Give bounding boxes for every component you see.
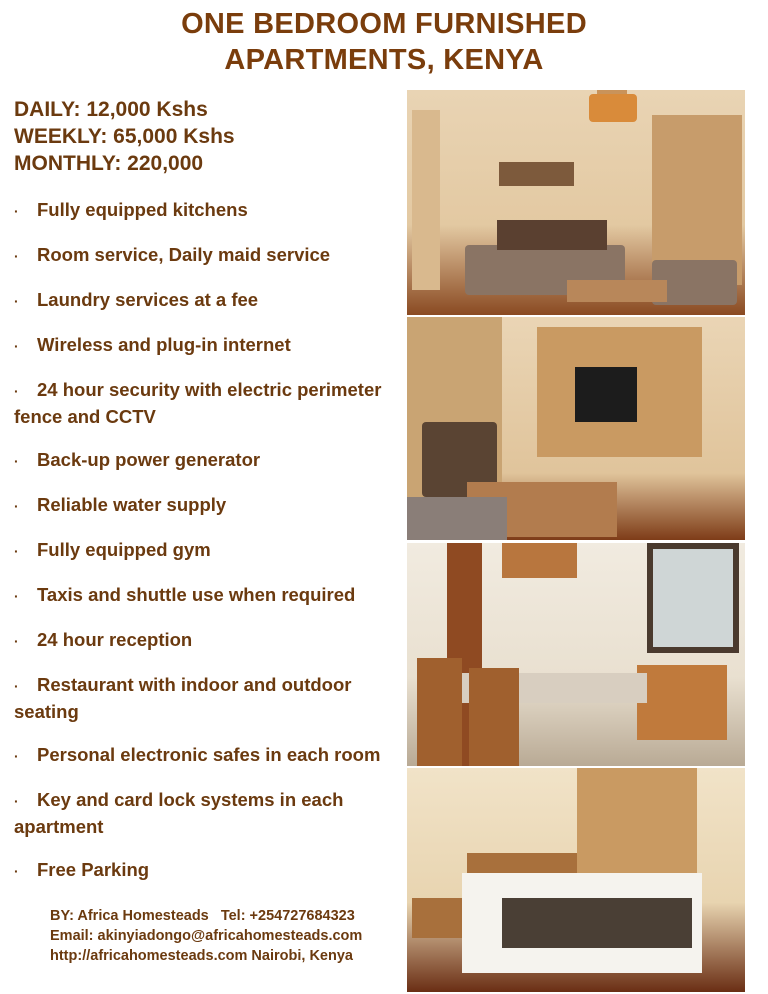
living-room-photo: [407, 90, 745, 315]
daily-price: DAILY: 12,000 Kshs: [14, 98, 208, 121]
feature-item: [14, 857, 406, 884]
bullet-icon: ·: [14, 383, 19, 399]
feature-text: Fully equipped gym: [37, 539, 211, 560]
title-line-1: ONE BEDROOM FURNISHED: [181, 8, 587, 40]
feature-item: [14, 377, 406, 429]
weekly-price: WEEKLY: 65,000 Kshs: [14, 125, 235, 148]
bullet-icon: ·: [14, 453, 19, 469]
bedroom-photo: [407, 768, 745, 992]
feature-text: Wireless and plug-in internet: [37, 334, 291, 355]
feature-text: Reliable water supply: [37, 494, 227, 515]
feature-text: Fully equipped kitchens: [37, 199, 248, 220]
feature-item: [14, 492, 406, 519]
feature-text: Free Parking: [37, 859, 150, 880]
bullet-icon: ·: [14, 678, 19, 694]
contact-email[interactable]: Email: akinyiadongo@africahomesteads.com: [50, 928, 363, 944]
feature-item: [14, 582, 406, 609]
flyer-title: [0, 6, 768, 78]
feature-list: [14, 197, 406, 902]
feature-text: Room service, Daily maid service: [37, 244, 331, 265]
title-line-2: APARTMENTS, KENYA: [224, 44, 544, 76]
feature-item: [14, 197, 406, 224]
kitchen-photo: [407, 543, 745, 766]
feature-item: [14, 537, 406, 564]
bullet-icon: ·: [14, 543, 19, 559]
monthly-price: MONTHLY: 220,000: [14, 152, 204, 175]
feature-item: [14, 672, 406, 724]
feature-text: Personal electronic safes in each room: [37, 744, 381, 765]
feature-item: [14, 627, 406, 654]
feature-item: [14, 332, 406, 359]
feature-text: 24 hour reception: [37, 629, 193, 650]
bullet-icon: ·: [14, 498, 19, 514]
lounge-tv-photo: [407, 317, 745, 540]
bullet-icon: ·: [14, 293, 19, 309]
feature-text: Taxis and shuttle use when required: [37, 584, 356, 605]
price-list: [14, 96, 235, 177]
bullet-icon: ·: [14, 633, 19, 649]
contact-website[interactable]: http://africahomesteads.com Nairobi, Kenya: [50, 948, 353, 964]
feature-text: Laundry services at a fee: [37, 289, 259, 310]
contact-company-phone: BY: Africa Homesteads Tel: +254727684323: [50, 908, 355, 924]
feature-item: [14, 242, 406, 269]
bullet-icon: ·: [14, 338, 19, 354]
contact-footer: [50, 906, 362, 966]
bullet-icon: ·: [14, 748, 19, 764]
feature-text: Back-up power generator: [37, 449, 261, 470]
feature-item: [14, 787, 406, 839]
feature-item: [14, 287, 406, 314]
feature-text: Key and card lock systems in each apartment: [14, 789, 344, 837]
bullet-icon: ·: [14, 863, 19, 879]
feature-text: Restaurant with indoor and outdoor seating: [14, 674, 352, 722]
feature-item: [14, 447, 406, 474]
bullet-icon: ·: [14, 588, 19, 604]
feature-item: [14, 742, 406, 769]
bullet-icon: ·: [14, 793, 19, 809]
bullet-icon: ·: [14, 248, 19, 264]
feature-text: 24 hour security with electric perimeter fence and CCTV: [14, 379, 382, 427]
bullet-icon: ·: [14, 203, 19, 219]
